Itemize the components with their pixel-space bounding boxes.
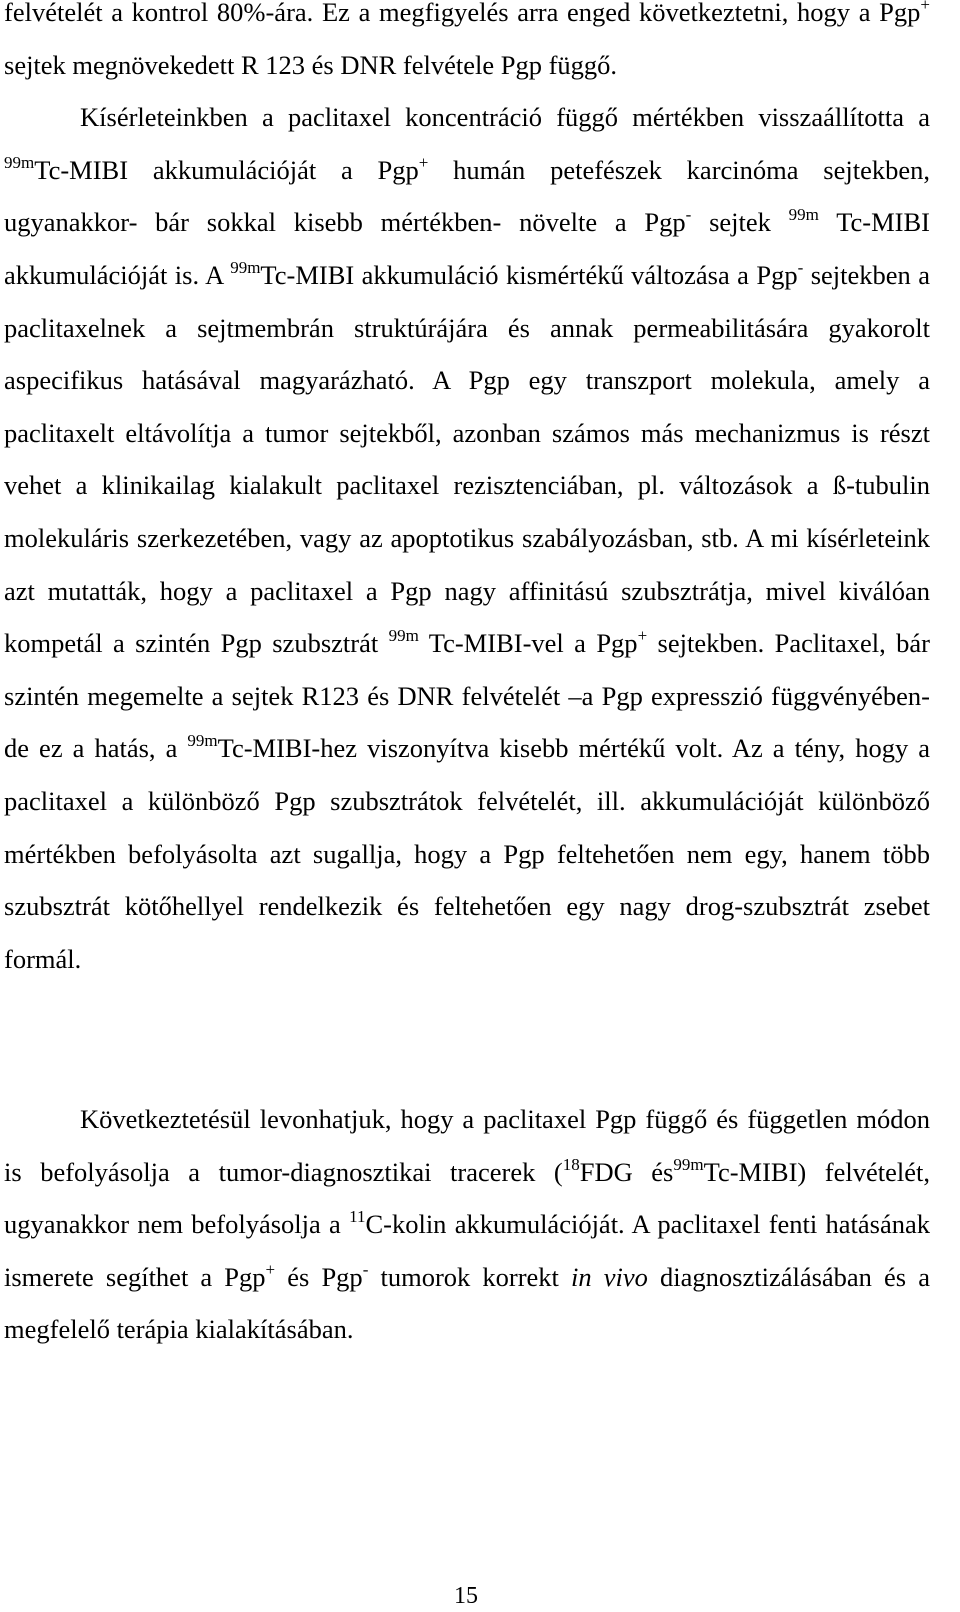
superscript: 99m (230, 257, 261, 277)
text-run: Tc-MIBI akkumulációját is. A (4, 207, 931, 290)
text-run: és Pgp (275, 1261, 363, 1292)
paragraph-conclusion (4, 1093, 930, 1356)
text-run: sejtekben a paclitaxelnek a sejtmembrán struktúrájára és annak permeabilitására gyakorolt aspecifikus hatásával magyarázható. A Pgp egy transzport molekula, amely a paclitaxelt eltávolítja a tumor sejtekből, azonban számos más mechanizmus is részt vehet a klinikailag kialakult paclitaxel rezisztenciában, pl. változások a ß-tubulin molekuláris szerkezetében, vagy az apoptotikus szabályozásban, stb. A mi kísérleteink azt mutatták, hogy a paclitaxel a Pgp nagy affinitású szubsztrátja, mivel kiválóan kompetál a szintén Pgp szubsztrát (4, 259, 931, 659)
superscript: 99m (388, 626, 419, 646)
superscript: 18 (562, 1154, 580, 1174)
superscript: + (418, 152, 429, 172)
text-run: felvételét a kontrol 80%-ára. Ez a megfigyelés arra enged következtetni, hogy a Pgp (4, 0, 921, 27)
text-run: humán petefészek karcinóma sejtekben, ugyanakkor- bár sokkal kisebb mértékben- növelte a Pgp (4, 154, 931, 238)
text-run: Következtetésül levonhatjuk, hogy a paclitaxel Pgp függő és független módon is befolyásolja a tumor-diagnosztikai tracerek ( (4, 1104, 930, 1187)
text-run: diagnosztizálásában és a megfelelő terápia kialakításában. (4, 1261, 931, 1345)
text-run: sejtekben. Paclitaxel, bár szintén megemelte a sejtek R123 és DNR felvételét –a Pgp expresszió függvényében- de ez a hatás, a (4, 628, 930, 764)
text-run: Kísérleteinkben a paclitaxel koncentráció függő mértékben visszaállította a (80, 102, 930, 133)
text-run: tumorok korrekt (368, 1261, 572, 1292)
text-run: FDG és (579, 1156, 674, 1187)
page-number: 15 (454, 1583, 478, 1609)
superscript: 99m (788, 205, 819, 225)
superscript: 99m (4, 152, 35, 172)
superscript: - (685, 205, 692, 225)
text-run: sejtek (691, 207, 789, 238)
superscript: 99m (673, 1154, 704, 1174)
text-run: C-kolin akkumulációját. A paclitaxel fenti hatásának ismerete segíthet a Pgp (4, 1209, 930, 1292)
text-run: Tc-MIBI-vel a Pgp (418, 628, 638, 659)
paragraph-intro (4, 0, 930, 91)
text-run: Tc-MIBI-hez viszonyítva kisebb mértékű volt. Az a tény, hogy a paclitaxel a különböző Pgp szubsztrátok felvételét, ill. akkumulációját különböző mértékben befolyásolta azt sugallja, hogy a Pgp feltehetően nem egy, hanem több szubsztrát kötőhellyel rendelkezik és feltehetően egy nagy drog-szubsztrát zsebet formál. (4, 733, 931, 974)
paragraph-experiments (4, 91, 930, 985)
body-text-conclusion (4, 1093, 930, 1356)
superscript: 99m (187, 731, 218, 751)
text-run: Tc-MIBI akkumuláció kismértékű változása a Pgp (260, 259, 798, 290)
text-run: Tc-MIBI akkumulációját a Pgp (34, 154, 419, 185)
text-run: sejtek megnövekedett R 123 és DNR felvétele Pgp függő. (4, 49, 618, 80)
body-text-top (4, 0, 930, 985)
superscript: - (362, 1259, 369, 1279)
superscript: - (797, 257, 804, 277)
superscript: + (637, 626, 648, 646)
superscript: 11 (349, 1207, 366, 1227)
superscript: + (265, 1259, 276, 1279)
text-run: Tc-MIBI) felvételét, ugyanakkor nem befolyásolja a (4, 1156, 930, 1240)
italic-term: in vivo (571, 1261, 648, 1292)
superscript: + (920, 0, 930, 14)
